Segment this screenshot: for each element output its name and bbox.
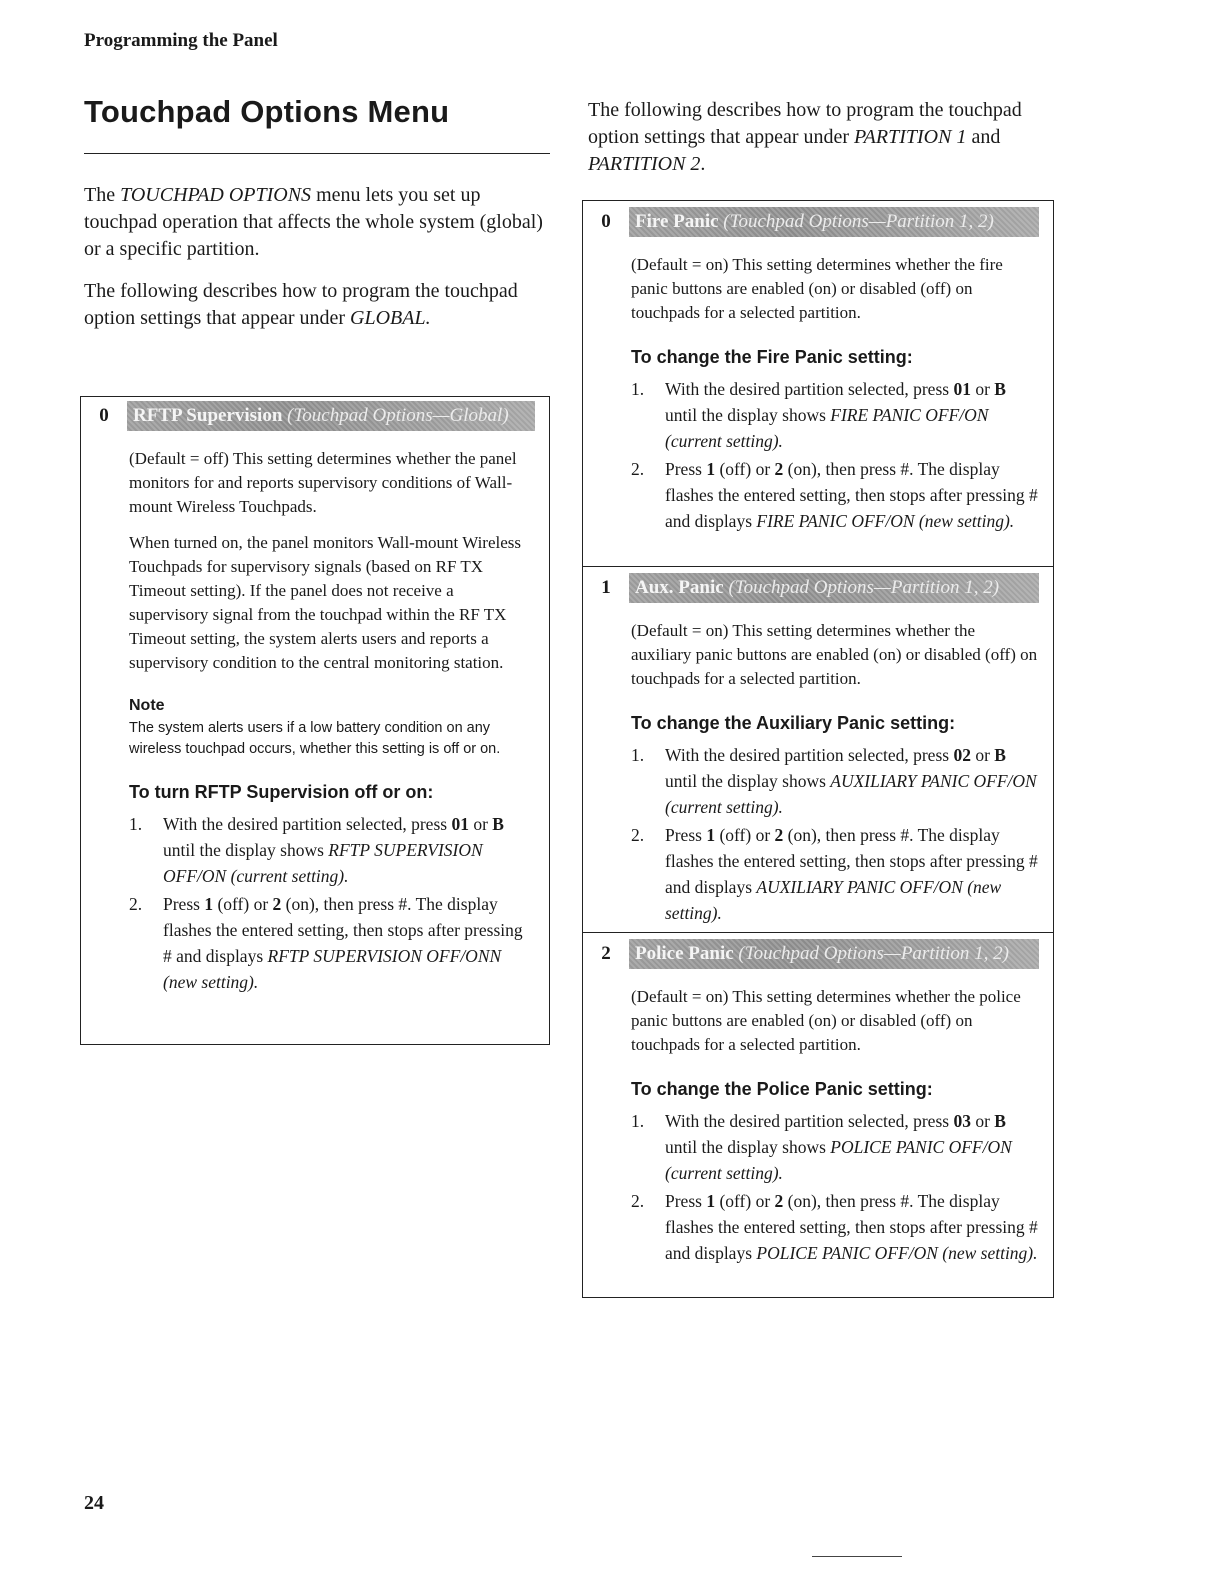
option-box-rftp-supervision [80,396,550,1045]
title-divider [84,153,550,154]
option-detail: When turned on, the panel monitors Wall-mount Wireless Touchpads for supervisory signals (based on RF TX Timeout setting). If the panel does not receive a supervisory signal from the touchpad within the RF TX Timeout setting, the system alerts users and reports a supervisory condition to the central monitoring station. [129,533,522,672]
option-number: 2 [601,943,611,964]
running-header: Programming the Panel [84,30,278,51]
procedure-step: 1. With the desired partition selected, press 01 or B until the display shows FIRE PANIC OFF/ON (current setting). [631,379,1006,451]
option-number: 0 [601,211,611,232]
procedure-heading: To turn RFTP Supervision off or on: [129,782,434,802]
option-title-bar: Fire Panic (Touchpad Options—Partition 1, 2) [629,207,1039,237]
option-box-police-panic [582,932,1054,1298]
footer-rule [812,1556,902,1557]
procedure-step: 1. With the desired partition selected, press 03 or B until the display shows POLICE PANIC OFF/ON (current setting). [631,1111,1012,1183]
partition-intro-paragraph: The following describes how to program the touchpad option settings that appear under PARTITION 1 and PARTITION 2. [588,99,1022,175]
option-title-bar: Police Panic (Touchpad Options—Partition 1, 2) [629,939,1039,969]
option-number: 1 [601,577,611,598]
note-title: Note [129,697,165,714]
option-description: (Default = on) This setting determines whether the fire panic buttons are enabled (on) or disabled (off) on touchpads for a selected partition. [631,255,1003,322]
option-header [81,397,535,435]
option-header [583,203,1039,241]
procedure-step: 2. Press 1 (off) or 2 (on), then press #. The display flashes the entered setting, then stops after pressing # and displays AUXILIARY PANIC OFF/ON (new setting). [631,825,1038,923]
page-title: Touchpad Options Menu [84,94,450,129]
option-header [583,569,1039,607]
option-title-bar: RFTP Supervision (Touchpad Options—Global) [127,401,535,431]
procedure-step: 1. With the desired partition selected, press 01 or B until the display shows RFTP SUPERVISION OFF/ON (current setting). [129,814,504,886]
option-description: (Default = on) This setting determines whether the police panic buttons are enabled (on) or disabled (off) on touchpads for a selected partition. [631,987,1021,1054]
option-title-bar: Aux. Panic (Touchpad Options—Partition 1, 2) [629,573,1039,603]
intro-paragraph-2: The following describes how to program the touchpad option settings that appear under GLOBAL. [84,280,518,329]
note-text: The system alerts users if a low battery condition on any wireless touchpad occurs, whether this setting is off or on. [129,720,501,757]
option-header [583,935,1039,973]
procedure-heading: To change the Auxiliary Panic setting: [631,713,956,733]
option-box-aux-panic [582,566,1054,934]
procedure-heading: To change the Police Panic setting: [631,1079,933,1099]
intro-paragraph-1: The TOUCHPAD OPTIONS menu lets you set up touchpad operation that affects the whole system (global) or a specific partition. [84,184,543,260]
option-box-fire-panic [582,200,1054,568]
option-number: 0 [99,405,109,426]
procedure-step: 2. Press 1 (off) or 2 (on), then press #. The display flashes the entered setting, then stops after pressing # and displays RFTP SUPERVISION OFF/ONN (new setting). [129,894,523,992]
procedure-step: 2. Press 1 (off) or 2 (on), then press #. The display flashes the entered setting, then stops after pressing # and displays POLICE PANIC OFF/ON (new setting). [631,1191,1038,1263]
page-number: 24 [84,1492,104,1514]
option-description: (Default = on) This setting determines whether the auxiliary panic buttons are enabled (on) or disabled (off) on touchpads for a selected partition. [631,621,1038,688]
procedure-step: 2. Press 1 (off) or 2 (on), then press #. The display flashes the entered setting, then stops after pressing # and displays FIRE PANIC OFF/ON (new setting). [631,459,1038,531]
option-description: (Default = off) This setting determines whether the panel monitors for and reports supervisory conditions of Wall-mount Wireless Touchpads. [129,449,517,516]
procedure-heading: To change the Fire Panic setting: [631,347,913,367]
procedure-step: 1. With the desired partition selected, press 02 or B until the display shows AUXILIARY PANIC OFF/ON (current setting). [631,745,1037,817]
